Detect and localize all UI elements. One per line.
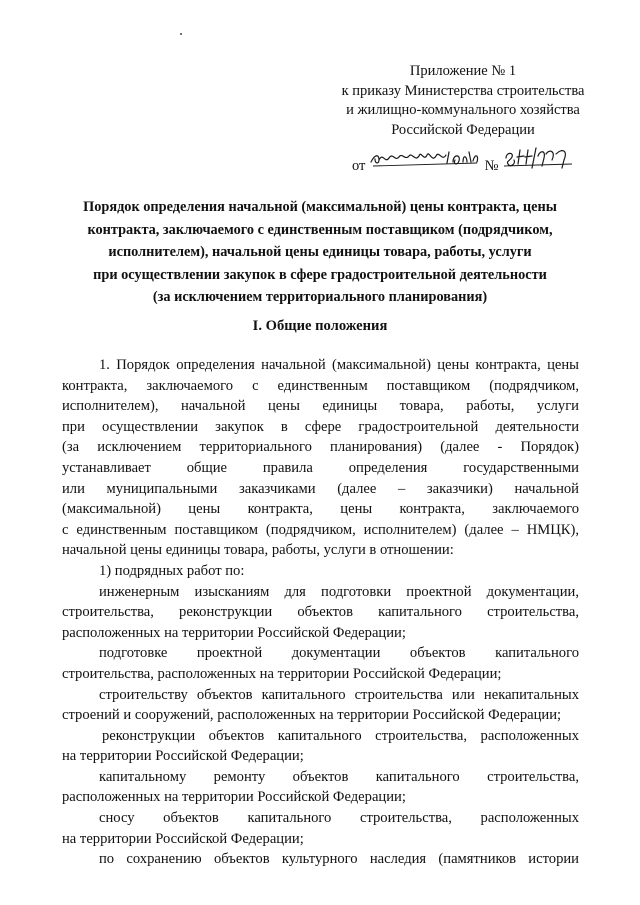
body-line: 1. Порядок определения начальной (максимальной) цены контракта, цены — [99, 357, 579, 373]
handwritten-number-signature — [502, 144, 574, 170]
body-line: строений и сооружений, расположенных на территории Российской Федерации; — [62, 707, 562, 724]
body-line: контракта, заключаемого с единственным поставщиком (подрядчиком, — [62, 377, 579, 394]
body-line: на территории Российской Федерации; — [62, 748, 304, 765]
annex-line: Российской Федерации — [391, 121, 535, 138]
body-line: реконструкции объектов капитального строительства, расположенных — [102, 727, 579, 744]
body-line: расположенных на территории Российской Федерации; — [62, 789, 406, 806]
title-line: контракта, заключаемого с единственным поставщиком (подрядчиком, — [87, 221, 553, 238]
number-sign: № — [484, 158, 499, 175]
handwritten-number — [502, 144, 574, 177]
handwritten-date-signature — [369, 146, 481, 170]
body-line: капитальному ремонту объектов капитального строительства, — [99, 768, 579, 785]
annex-line: и жилищно-коммунального хозяйства — [346, 102, 580, 119]
document-title — [40, 196, 600, 309]
title-line: (за исключением территориального планирования) — [152, 289, 488, 306]
speck-mark — [180, 33, 182, 35]
body-line: расположенных на территории Российской Федерации; — [62, 624, 406, 641]
body-line: 1) подрядных работ по: — [99, 562, 245, 579]
body-line: строительства, расположенных на территории Российской Федерации; — [62, 665, 502, 682]
section-heading: I. Общие положения — [252, 318, 388, 334]
annex-block — [318, 62, 608, 175]
body-line: строительству объектов капитального строительства или некапитальных — [99, 686, 579, 703]
body-line: (максимальной) цены контракта, цены контракта, заключаемого — [62, 501, 579, 518]
title-line: исполнителем), начальной цены единицы товара, работы, услуги — [108, 244, 532, 261]
body-line: устанавливает общие правила определения государственными — [62, 459, 579, 476]
body-line: инженерным изысканиям для подготовки проектной документации, — [99, 583, 579, 600]
annex-line: к приказу Министерства строительства — [341, 82, 585, 99]
body-line: по сохранению объектов культурного наследия (памятников истории — [99, 851, 579, 868]
order-date-number — [318, 144, 608, 175]
body-line: на территории Российской Федерации; — [62, 830, 304, 847]
body-line: при осуществлении закупок в сфере градостроительной деятельности — [62, 418, 579, 435]
annex-title: Приложение № 1 — [409, 63, 517, 79]
body-line: (за исключением территориального планирования) (далее - Порядок) — [62, 439, 579, 456]
body-line: или муниципальными заказчиками (далее – заказчики) начальной — [62, 480, 579, 497]
title-line: Порядок определения начальной (максимальной) цены контракта, цены — [83, 199, 557, 215]
title-line: при осуществлении закупок в сфере градостроительной деятельности — [93, 266, 547, 283]
body-line: начальной цены единицы товара, работы, услуги в отношении: — [62, 542, 454, 559]
document-body — [62, 355, 579, 870]
body-line: строительства, реконструкции объектов капитального строительства, — [62, 604, 579, 621]
body-line: сносу объектов капитального строительства, расположенных — [99, 810, 579, 827]
body-line: с единственным поставщиком (подрядчиком, исполнителем) (далее – НМЦК), — [62, 521, 579, 538]
date-prefix: от — [352, 158, 366, 175]
handwritten-date — [369, 146, 481, 177]
body-line: подготовке проектной документации объектов капитального — [99, 645, 579, 662]
body-line: исполнителем), начальной цены единицы товара, работы, услуги — [62, 398, 579, 415]
